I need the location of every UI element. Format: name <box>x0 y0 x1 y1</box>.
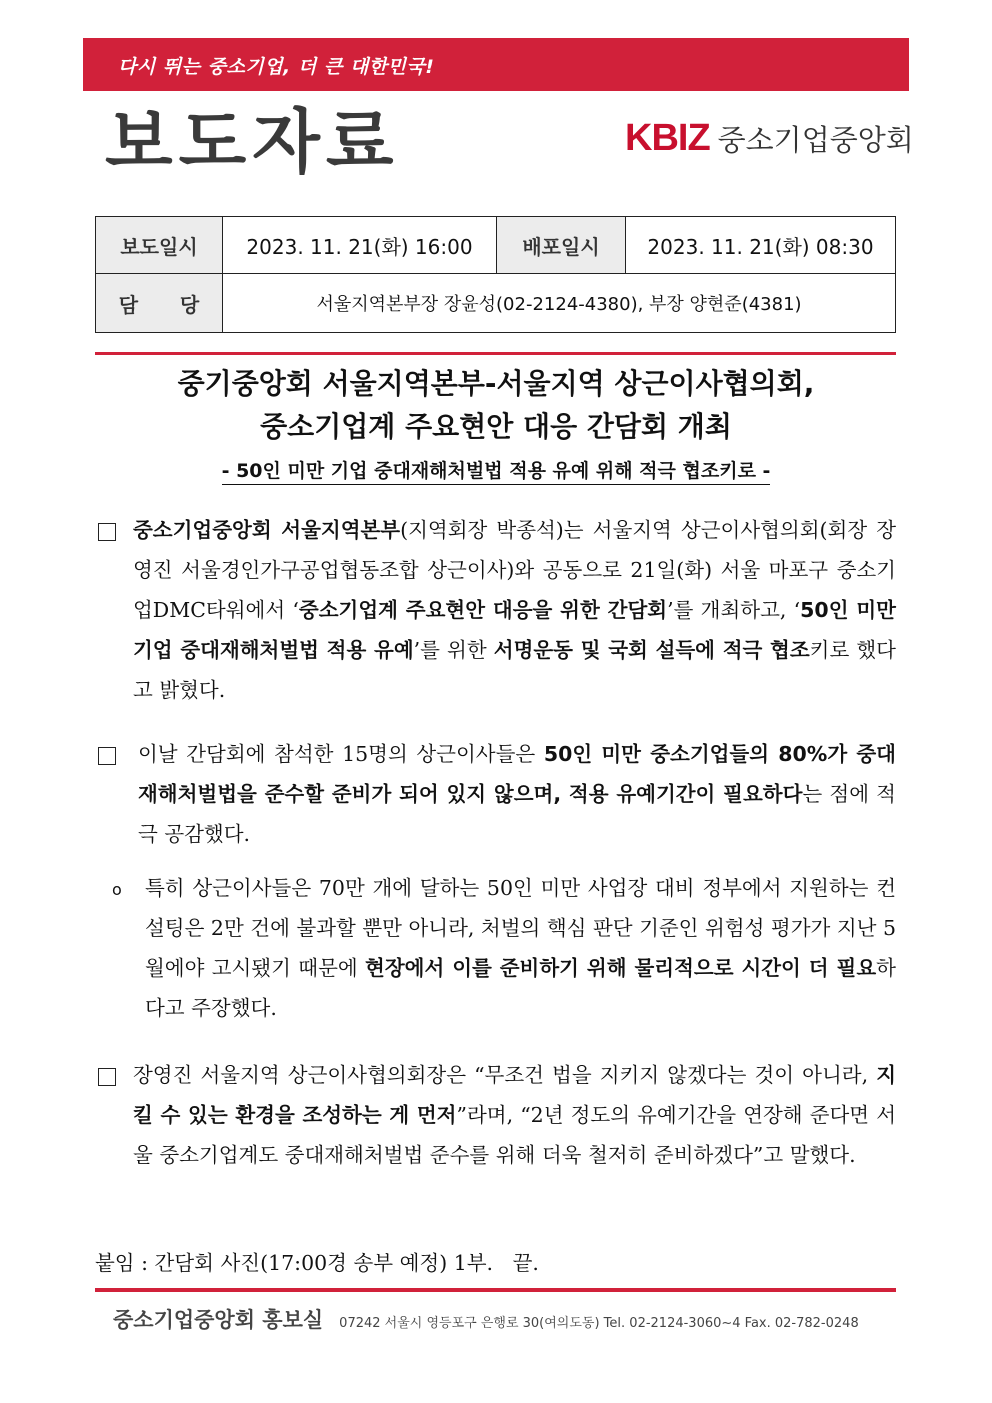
release-info-table <box>95 216 896 333</box>
checkbox-bullet-icon <box>98 523 116 541</box>
circle-bullet-icon: o <box>112 880 122 899</box>
document-type-title: 보도자료 <box>105 101 400 183</box>
p2-bold-1: 50인 미만 중소기업들의 80%가 중대재해처벌법을 준수할 준비가 되어 있지 않으며, 적용 유예기간이 필요하다 <box>138 742 896 806</box>
p2-text-1: 이날 간담회에 참석한 15명의 상근이사들은 <box>138 742 544 766</box>
kbiz-logo <box>625 114 914 162</box>
subheadline-text: - 50인 미만 기업 중대재해처벌법 적용 유예 위해 적극 협조키로 - <box>222 460 771 485</box>
footer <box>113 1304 859 1334</box>
p4-text-1: 장영진 서울지역 상근이사협의회장은 “무조건 법을 지키지 않겠다는 것이 아니라, <box>133 1063 877 1087</box>
paragraph-4 <box>133 1055 896 1175</box>
p3-bold-1: 현장에서 이를 준비하기 위해 물리적으로 시간이 더 필요 <box>365 956 877 980</box>
p1-bold-2: 중소기업계 주요현안 대응을 위한 간담회 <box>298 598 668 622</box>
p4-text-2: ”라며, “2년 정도의 유예기간을 연장해 준다면 서울 중소기업계도 중대재해처벌법 준수를 위해 더욱 철저히 준비하겠다”고 말했다. <box>133 1103 896 1167</box>
paragraph-2 <box>138 734 896 854</box>
p1-text-2: ’를 개최하고, ‘ <box>667 598 801 622</box>
checkbox-bullet-icon <box>98 1068 116 1086</box>
headline-top-rule <box>95 352 896 355</box>
attachment-note: 붙임 : 간담회 사진(17:00경 송부 예정) 1부. 끝. <box>95 1251 539 1275</box>
footer-address: 07242 서울시 영등포구 은행로 30(여의도동) Tel. 02-2124-3060~4 Fax. 02-782-0248 <box>339 1316 859 1331</box>
logo-mark: KBIZ <box>625 116 710 159</box>
checkbox-bullet-icon <box>98 747 116 765</box>
p1-text-3: ’를 위한 <box>413 638 494 662</box>
release-date-value: 2023. 11. 21(화) 16:00 <box>223 217 497 274</box>
distribution-date-value: 2023. 11. 21(화) 08:30 <box>626 217 896 274</box>
slogan-text: 다시 뛰는 중소기업, 더 큰 대한민국! <box>118 56 435 78</box>
p4-bold-1: 지킬 수 있는 환경을 조성하는 게 먼저 <box>133 1063 896 1127</box>
p1-bold-1: 중소기업중앙회 서울지역본부 <box>133 518 401 542</box>
p3-text-1: 특히 상근이사들은 70만 개에 달하는 50인 미만 사업장 대비 정부에서 지원하는 컨설팅은 2만 건에 불과할 뿐만 아니라, 처벌의 핵심 판단 기준인 위험성 평가가 지난 5월에야 고시됐기 때문에 <box>145 876 897 980</box>
headline-line-2: 중소기업계 주요현안 대응 간담회 개최 <box>260 410 732 443</box>
paragraph-1 <box>133 510 896 710</box>
distribution-date-label: 배포일시 <box>497 217 626 274</box>
footer-org: 중소기업중앙회 홍보실 <box>113 1308 324 1332</box>
contact-value: 서울지역본부장 장윤성(02-2124-4380), 부장 양현준(4381) <box>223 274 896 333</box>
headline-line-1: 중기중앙회 서울지역본부-서울지역 상근이사협의회, <box>177 367 815 400</box>
release-date-label: 보도일시 <box>96 217 223 274</box>
logo-name: 중소기업중앙회 <box>717 122 914 157</box>
p1-bold-4: 서명운동 및 국회 설득에 적극 협조 <box>493 638 810 662</box>
p1-bold-3: 50인 미만 기업 중대재해처벌법 적용 유예 <box>133 598 896 662</box>
footer-rule <box>95 1288 896 1292</box>
p3-text-2: 하다고 주장했다. <box>145 956 896 1020</box>
contact-label: 담 당 <box>96 274 223 333</box>
paragraph-3 <box>145 868 896 1028</box>
p2-text-2: 는 점에 적극 공감했다. <box>138 782 896 846</box>
subheadline <box>0 456 992 483</box>
p1-text-1: (지역회장 박종석)는 서울지역 상근이사협의회(회장 장영진 서울경인가구공업협동조합 상근이사)와 공동으로 21일(화) 서울 마포구 중소기업DMC타워에서 ‘ <box>133 518 896 622</box>
p1-text-4: 키로 했다고 밝혔다. <box>133 638 896 702</box>
